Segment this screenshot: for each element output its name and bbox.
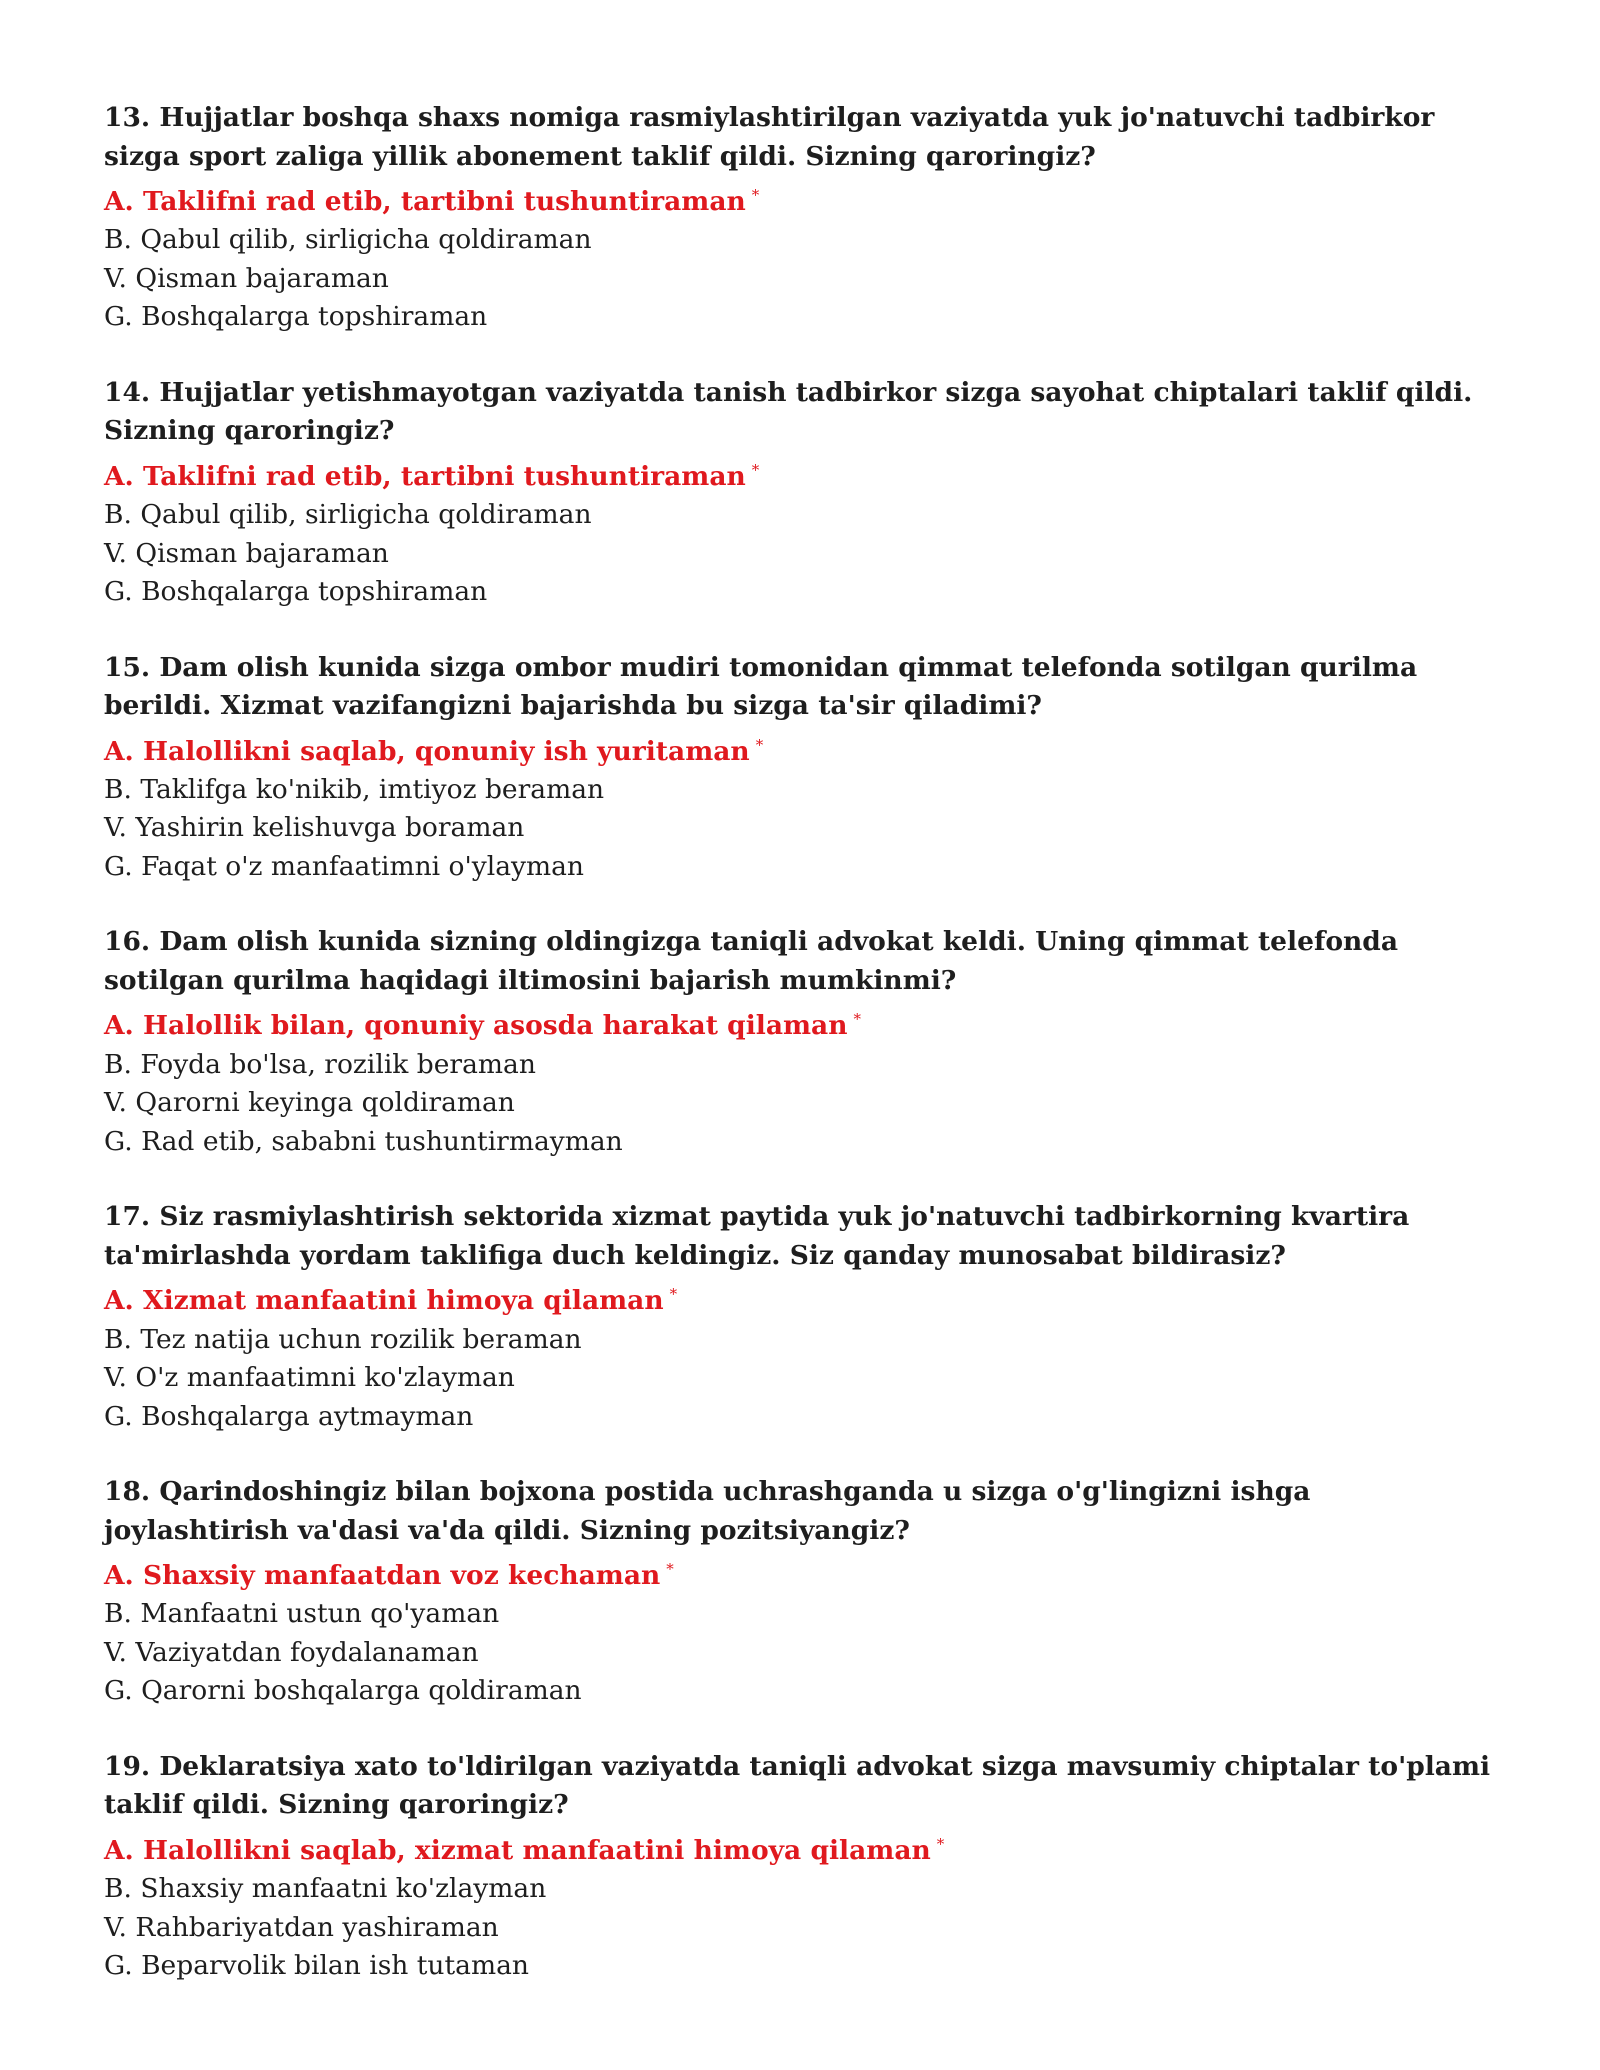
correct-marker: * (669, 1285, 678, 1304)
answer-a-label: A. Taklifni rad etib, tartibni tushuntiraman (104, 460, 746, 492)
question-19 (104, 1748, 1504, 1986)
correct-marker: * (853, 1010, 861, 1029)
answer-a-label: A. Halollik bilan, qonuniy asosda harakat qilaman (104, 1010, 848, 1042)
question-text: 15. Dam olish kunida sizga ombor mudiri tomonidan qimmat telefonda sotilgan qurilma berildi. Xizmat vazifangizni bajarishda bu sizga ta'sir qiladimi? (104, 651, 1418, 722)
answer-option-g: G. Beparvolik bilan ish tutaman (104, 1950, 529, 1982)
correct-answer (104, 1550, 1504, 1595)
correct-answer (104, 1000, 1504, 1045)
correct-marker: * (751, 460, 760, 479)
correct-answer (104, 1825, 1504, 1870)
question-text: 14. Hujjatlar yetishmayotgan vaziyatda tanish tadbirkor sizga sayohat chiptalari taklif qildi. Sizning qaroringiz? (104, 376, 1473, 447)
correct-marker: * (751, 186, 760, 204)
question-text: 17. Siz rasmiylashtirish sektorida xizmat paytida yuk jo'natuvchi tadbirkorning kvartira ta'mirlashda yordam taklifiga duch keldingiz. Siz qanday munosabat bildirasiz? (104, 1201, 1410, 1271)
answer-option-v: V. O'z manfaatimni ko'zlayman (104, 1362, 515, 1394)
answer-option-b: B. Qabul qilib, sirligicha qoldiraman (104, 224, 592, 256)
answer-option-g: G. Rad etib, sababni tushuntirmayman (104, 1125, 623, 1157)
answer-option-b: B. Taklifga ko'nikib, imtiyoz beraman (104, 773, 605, 805)
answer-option-g: G. Faqat o'z manfaatimni o'ylayman (104, 850, 584, 882)
correct-answer (104, 726, 1504, 771)
answer-option-g: G. Boshqalarga topshiraman (104, 301, 488, 333)
answer-a-label: A. Xizmat manfaatini himoya qilaman (104, 1285, 664, 1317)
answer-a-label: A. Taklifni rad etib, tartibni tushuntiraman (104, 185, 746, 217)
correct-marker: * (755, 735, 764, 754)
answer-option-v: V. Yashirin kelishuvga boraman (104, 812, 525, 844)
answer-option-v: V. Qisman bajaraman (104, 262, 389, 294)
question-text: 19. Deklaratsiya xato to'ldirilgan vaziyatda taniqli advokat sizga mavsumiy chiptalar to'plami taklif qildi. Sizning qaroringiz? (104, 1750, 1491, 1821)
question-text: 13. Hujjatlar boshqa shaxs nomiga rasmiylashtirilgan vaziyatda yuk jo'natuvchi tadbirkor sizga sport zaliga yillik abonement taklif qildi. Sizning qaroringiz? (104, 102, 1435, 172)
question-13 (104, 99, 1504, 337)
answer-option-g: G. Qarorni boshqalarga qoldiraman (104, 1675, 582, 1707)
answer-option-v: V. Qarorni keyinga qoldiraman (104, 1087, 515, 1119)
question-15 (104, 649, 1504, 887)
question-text: 16. Dam olish kunida sizning oldingizga taniqli advokat keldi. Uning qimmat telefonda sotilgan qurilma haqidagi iltimosini bajarish mumkinmi? (104, 926, 1399, 996)
question-14 (104, 374, 1504, 612)
answer-option-b: B. Tez natija uchun rozilik beraman (104, 1323, 582, 1355)
answer-option-b: B. Qabul qilib, sirligicha qoldiraman (104, 499, 592, 531)
correct-answer (104, 1275, 1504, 1320)
correct-marker: * (936, 1834, 945, 1853)
question-text: 18. Qarindoshingiz bilan bojxona postida uchrashganda u sizga o'g'lingizni ishga joylashtirish va'dasi va'da qildi. Sizning pozitsiyangiz? (104, 1476, 1311, 1546)
answer-option-v: V. Vaziyatdan foydalanaman (104, 1636, 479, 1668)
answer-option-b: B. Shaxsiy manfaatni ko'zlayman (104, 1873, 547, 1905)
question-18 (104, 1473, 1504, 1711)
correct-answer (104, 176, 1504, 221)
answer-option-b: B. Foyda bo'lsa, rozilik beraman (104, 1048, 536, 1080)
question-16 (104, 923, 1504, 1161)
question-17 (104, 1198, 1504, 1436)
answer-option-v: V. Qisman bajaraman (104, 537, 389, 569)
answer-option-g: G. Boshqalarga aytmayman (104, 1400, 474, 1432)
correct-marker: * (666, 1560, 674, 1579)
answer-option-g: G. Boshqalarga topshiraman (104, 576, 488, 608)
correct-answer (104, 451, 1504, 496)
answer-a-label: A. Halollikni saqlab, qonuniy ish yuritaman (104, 735, 750, 767)
answer-a-label: A. Halollikni saqlab, xizmat manfaatini himoya qilaman (104, 1834, 931, 1866)
answer-a-label: A. Shaxsiy manfaatdan voz kechaman (104, 1559, 661, 1591)
answer-option-b: B. Manfaatni ustun qo'yaman (104, 1598, 500, 1630)
answer-option-v: V. Rahbariyatdan yashiraman (104, 1911, 499, 1943)
